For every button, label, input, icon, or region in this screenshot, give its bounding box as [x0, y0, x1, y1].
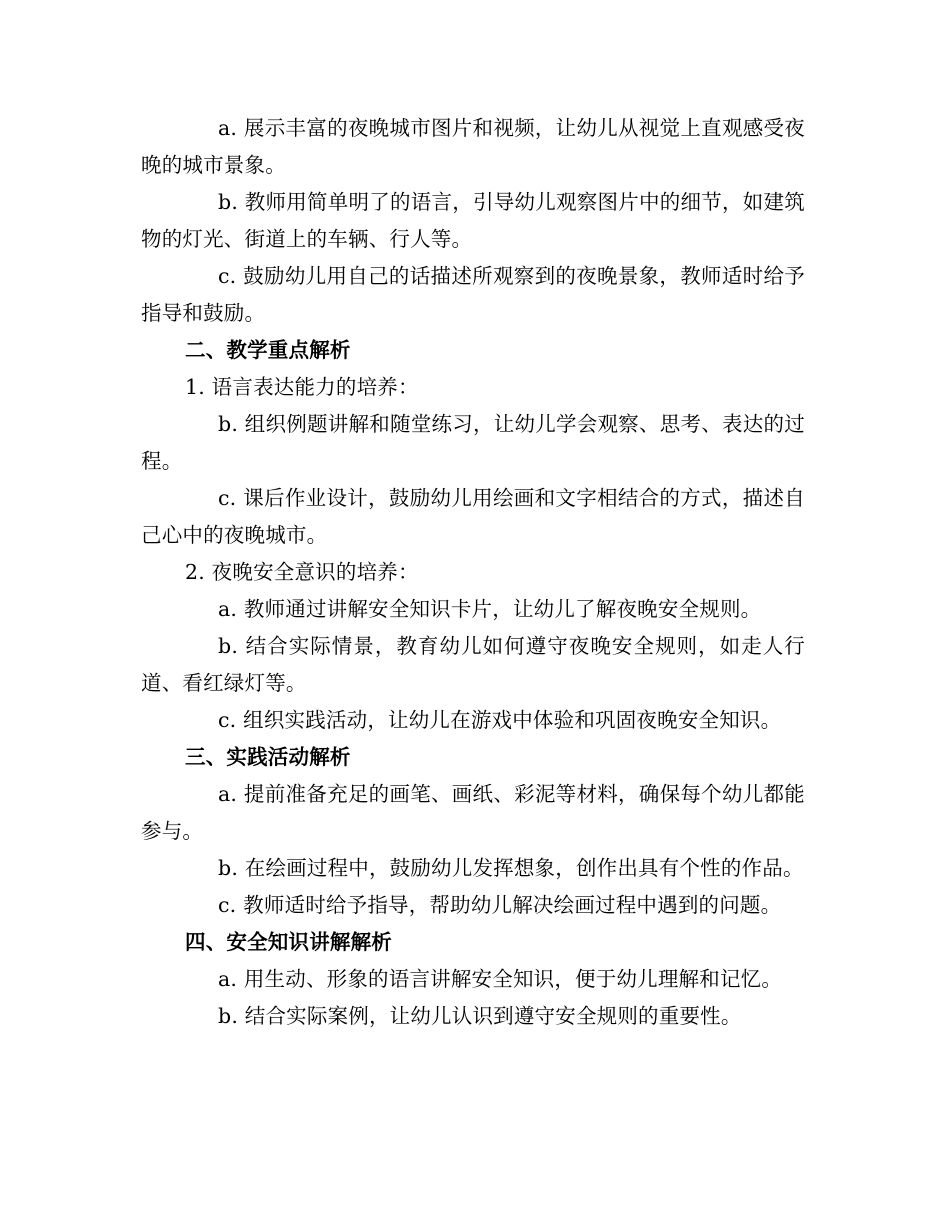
document-body: [141, 110, 805, 1035]
paragraph-item-c-homework-design: c. 课后作业设计，鼓励幼儿用绘画和文字相结合的方式，描述自己心中的夜晚城市。: [141, 486, 805, 547]
paragraph-item-c-encourage-describe: c. 鼓励幼儿用自己的话描述所观察到的夜晚景象，教师适时给予指导和鼓励。: [141, 264, 805, 325]
subheading-night-safety: 2. 夜晚安全意识的培养：: [185, 560, 419, 584]
section-heading-practice-activity: 三、实践活动解析: [185, 745, 351, 769]
paragraph-item-b-real-situations: b. 结合实际情景，教育幼儿如何遵守夜晚安全规则，如走人行道、看红绿灯等。: [141, 634, 805, 695]
paragraph-item-a-vivid-language: a. 用生动、形象的语言讲解安全知识，便于幼儿理解和记忆。: [218, 967, 783, 991]
paragraph-item-a-safety-cards: a. 教师通过讲解安全知识卡片，让幼儿了解夜晚安全规则。: [218, 597, 762, 621]
paragraph-item-a-show-images: a. 展示丰富的夜晚城市图片和视频，让幼儿从视觉上直观感受夜晚的城市景象。: [141, 116, 805, 177]
section-heading-safety-knowledge: 四、安全知识讲解解析: [185, 930, 392, 954]
paragraph-item-b-real-cases: b. 结合实际案例，让幼儿认识到遵守安全规则的重要性。: [218, 1004, 742, 1028]
section-heading-teaching-focus: 二、教学重点解析: [185, 338, 351, 362]
paragraph-item-b-guide-observe: b. 教师用简单明了的语言，引导幼儿观察图片中的细节，如建筑物的灯光、街道上的车辆、行人等。: [141, 190, 805, 251]
paragraph-item-c-teacher-guidance: c. 教师适时给予指导，帮助幼儿解决绘画过程中遇到的问题。: [218, 893, 782, 917]
paragraph-item-c-practice-activity: c. 组织实践活动，让幼儿在游戏中体验和巩固夜晚安全知识。: [218, 708, 782, 732]
subheading-language-ability: 1. 语言表达能力的培养：: [185, 375, 419, 399]
paragraph-item-b-drawing-imagination: b. 在绘画过程中，鼓励幼儿发挥想象，创作出具有个性的作品。: [218, 856, 804, 880]
paragraph-item-b-examples-practice: b. 组织例题讲解和随堂练习，让幼儿学会观察、思考、表达的过程。: [141, 412, 805, 473]
paragraph-item-a-prepare-materials: a. 提前准备充足的画笔、画纸、彩泥等材料，确保每个幼儿都能参与。: [141, 782, 805, 843]
